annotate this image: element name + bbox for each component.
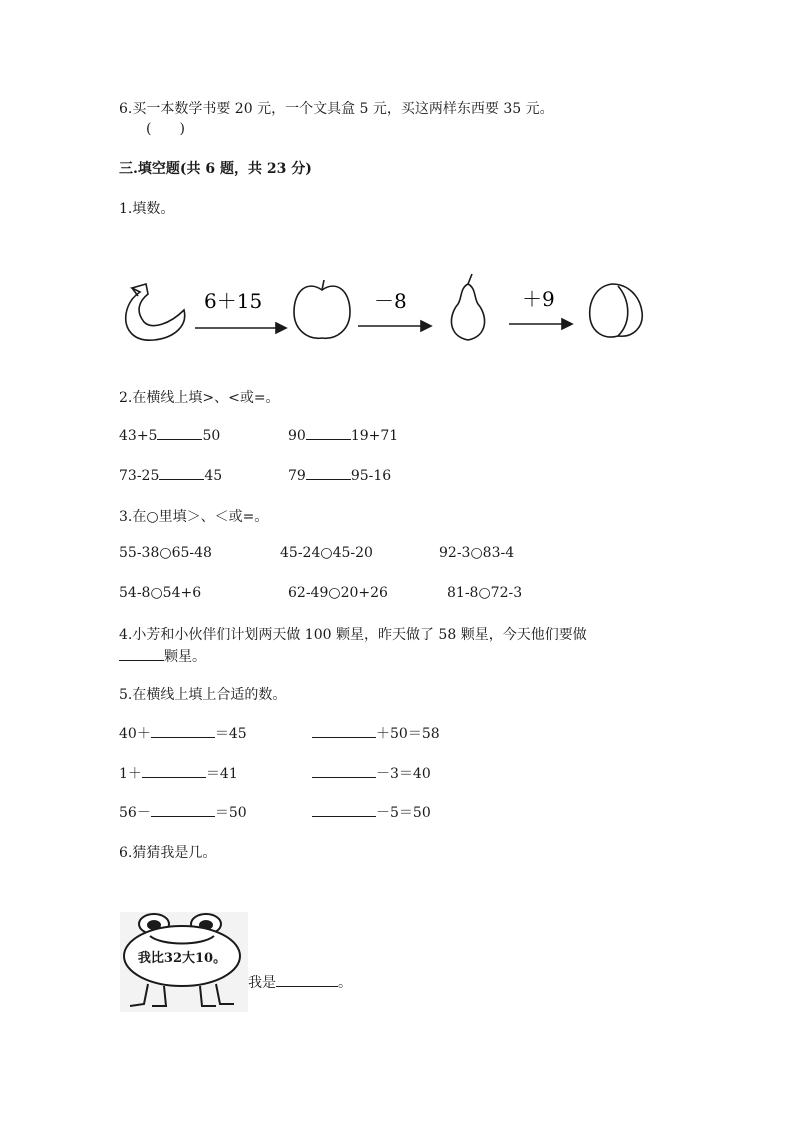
answer-blank[interactable]	[312, 725, 376, 738]
compare-item: 43+5 50	[119, 428, 221, 444]
circle-compare-item[interactable]: 92-3○83-4	[439, 545, 515, 561]
judge-question-6: 6.买一本数学书要 20 元，一个文具盒 5 元，买这两样东西要 35 元。	[119, 101, 554, 117]
arrow-icon	[358, 321, 431, 331]
compare-item: 79 95-16	[288, 468, 392, 484]
answer-blank[interactable]	[151, 725, 215, 738]
op-label-1: 6＋15	[204, 289, 263, 313]
frog-answer: 我是 。	[248, 975, 352, 991]
question-1-title: 1.填数。	[119, 201, 175, 217]
arrow-icon	[509, 319, 572, 329]
answer-blank[interactable]	[312, 804, 376, 817]
question-6-title: 6.猜猜我是几。	[119, 845, 217, 861]
op-label-3: ＋9	[522, 287, 555, 311]
pear-icon	[451, 274, 484, 340]
question-5-title: 5.在横线上填上合适的数。	[119, 687, 287, 703]
circle-compare-item[interactable]: 62-49○20+26	[288, 585, 388, 601]
peach-icon	[590, 284, 643, 337]
op-label-2: －8	[374, 289, 407, 313]
circle-compare-item[interactable]: 54-8○54+6	[119, 585, 202, 601]
answer-blank[interactable]	[306, 467, 351, 480]
question-4-text: 4.小芳和小伙伴们计划两天做 100 颗星，昨天做了 58 颗星，今天他们要做	[119, 627, 587, 643]
answer-blank[interactable]	[159, 467, 204, 480]
answer-blank[interactable]	[142, 765, 206, 778]
fill-equation: ＋50＝58	[312, 723, 440, 743]
banana-icon	[126, 284, 185, 340]
answer-blank[interactable]	[306, 427, 351, 440]
question-3-title: 3.在○里填＞、＜或=。	[119, 509, 269, 525]
arrow-icon	[195, 323, 286, 333]
fill-equation: －3＝40	[312, 763, 431, 783]
compare-item: 73-25 45	[119, 468, 223, 484]
compare-item: 90 19+71	[288, 428, 399, 444]
answer-paren[interactable]: ( )	[146, 121, 185, 137]
section-title: 三.填空题(共 6 题，共 23 分)	[119, 161, 312, 177]
apple-icon	[294, 280, 350, 338]
question-2-title: 2.在横线上填>、<或=。	[119, 390, 280, 406]
frog-illustration	[120, 912, 248, 1012]
fruit-chain	[118, 272, 678, 352]
answer-blank[interactable]	[119, 648, 164, 661]
fill-equation: －5＝50	[312, 802, 431, 822]
fill-equation: 1＋ ＝41	[119, 766, 238, 782]
answer-blank[interactable]	[157, 427, 202, 440]
frog-speech: 我比32大10。	[137, 951, 227, 966]
fill-equation: 40＋ ＝45	[119, 726, 247, 742]
fill-equation: 56－ ＝50	[119, 805, 247, 821]
circle-compare-item[interactable]: 81-8○72-3	[447, 585, 523, 601]
circle-compare-item[interactable]: 45-24○45-20	[280, 545, 373, 561]
answer-blank[interactable]	[151, 804, 215, 817]
answer-blank[interactable]	[276, 974, 338, 987]
question-4-line2: 颗星。	[119, 646, 206, 666]
answer-blank[interactable]	[312, 765, 376, 778]
circle-compare-item[interactable]: 55-38○65-48	[119, 545, 212, 561]
